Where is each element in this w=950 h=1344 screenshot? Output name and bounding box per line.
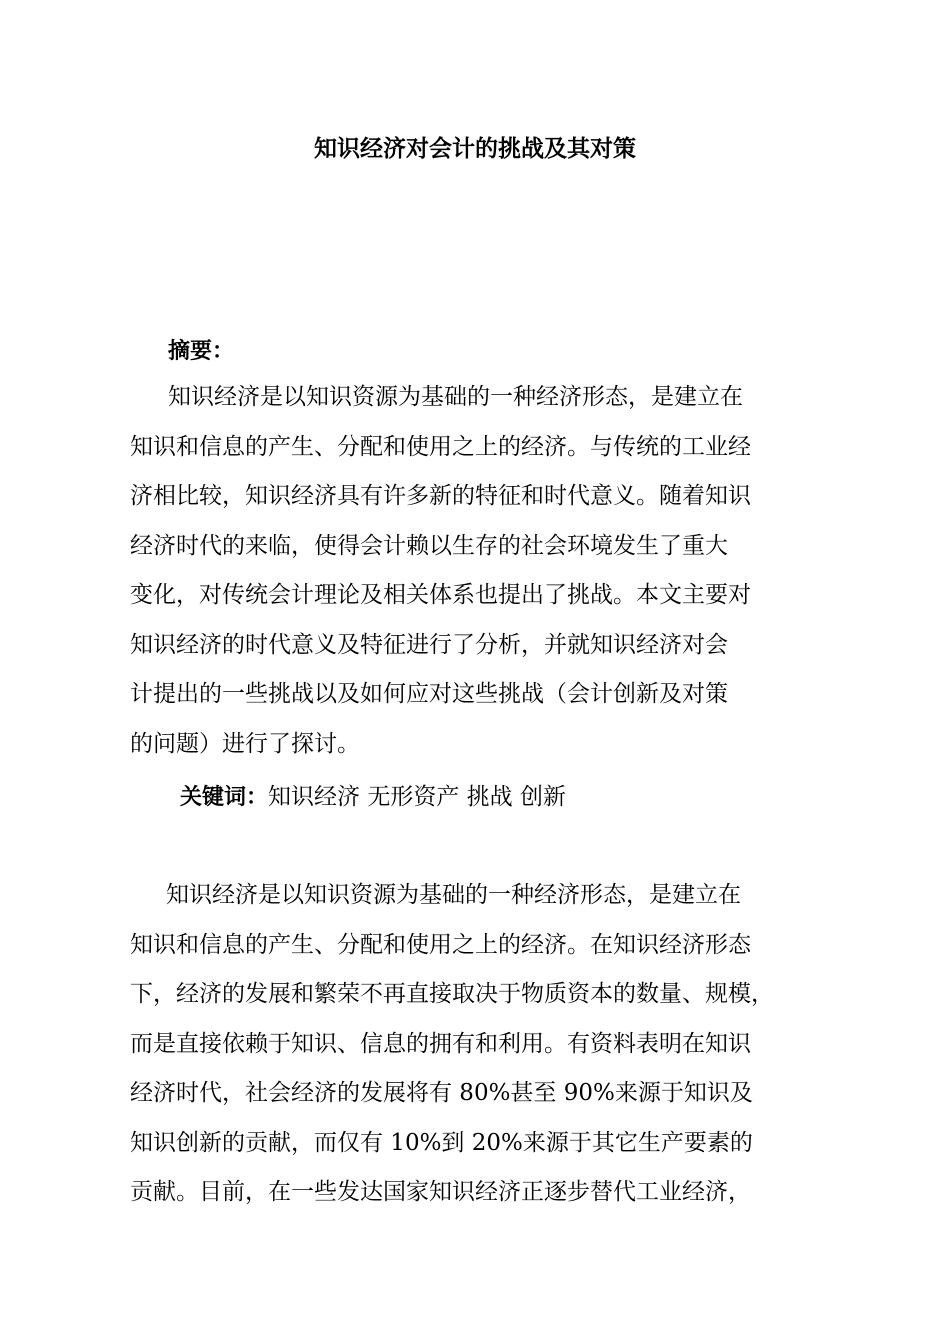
keywords: [180, 781, 566, 814]
abstract-line: 计提出的一些挑战以及如何应对这些挑战（会计创新及对策: [130, 681, 728, 707]
body-text: [130, 880, 830, 1227]
abstract-line: 济相比较，知识经济具有许多新的特征和时代意义。随着知识: [130, 483, 751, 509]
body-line: 而是直接依赖于知识、信息的拥有和利用。有资料表明在知识: [130, 1030, 751, 1057]
abstract-text: [130, 382, 830, 778]
abstract-line: 知识经济的时代意义及特征进行了分析，并就知识经济对会: [130, 631, 728, 658]
keywords-label: 关键词：: [180, 785, 269, 810]
document-title: 知识经济对会计的挑战及其对策: [314, 136, 636, 162]
abstract-line: 知识和信息的产生、分配和使用之上的经济。与传统的工业经: [130, 433, 751, 460]
abstract-line: 知识经济是以知识资源为基础的一种经济形态，是建立在: [168, 384, 743, 410]
abstract-line: 变化，对传统会计理论及相关体系也提出了挑战。本文主要对: [130, 582, 751, 608]
body-line: 知识和信息的产生、分配和使用之上的经济。在知识经济形态: [130, 931, 751, 958]
abstract-label: 摘要：: [168, 339, 235, 364]
body-line: 经济时代，社会经济的发展将有 80%甚至 90%来源于知识及: [130, 1080, 753, 1106]
abstract-line: 经济时代的来临，使得会计赖以生存的社会环境发生了重大: [130, 532, 728, 559]
body-line: 下，经济的发展和繁荣不再直接取决于物质资本的数量、规模，: [130, 981, 774, 1007]
body-line: 知识经济是以知识资源为基础的一种经济形态，是建立在: [166, 882, 741, 908]
abstract-line: 的问题）进行了探讨。: [130, 730, 360, 757]
keywords-value: 知识经济 无形资产 挑战 创新: [268, 784, 566, 810]
body-line: 知识创新的贡献，而仅有 10%到 20%来源于其它生产要素的: [130, 1129, 753, 1156]
body-line: 贡献。目前，在一些发达国家知识经济正逐步替代工业经济，: [130, 1179, 751, 1205]
